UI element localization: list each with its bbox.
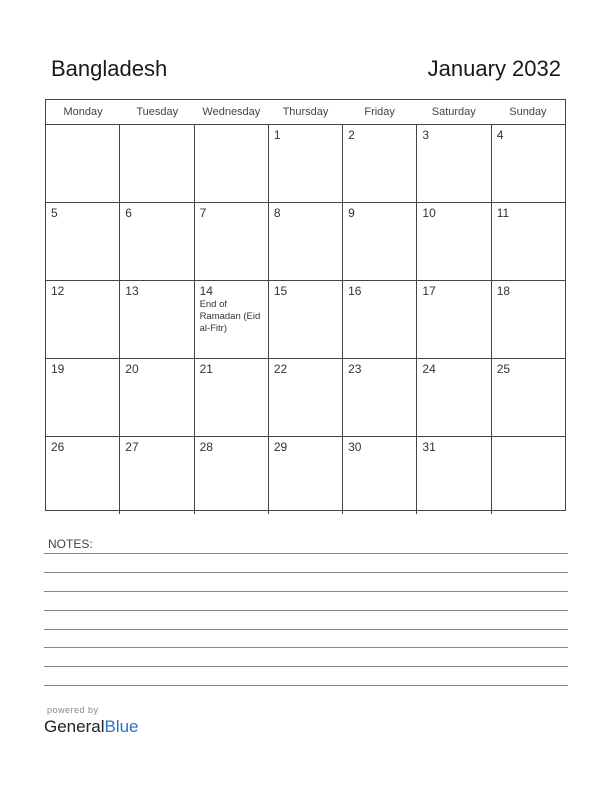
day-number: 29 xyxy=(273,440,288,454)
day-number: 9 xyxy=(348,206,355,220)
day-number: 18 xyxy=(496,284,511,298)
weekday-thursday: Thursday xyxy=(282,106,329,118)
day-number: 6 xyxy=(125,206,132,220)
week-row xyxy=(46,437,565,514)
day-cell xyxy=(46,203,120,280)
day-cell xyxy=(269,437,343,514)
day-number: 31 xyxy=(422,440,436,454)
day-cell xyxy=(343,437,417,514)
weekday-saturday: Saturday xyxy=(431,106,476,118)
day-cell xyxy=(120,437,194,514)
day-number: 5 xyxy=(51,206,58,220)
week-row xyxy=(46,359,565,437)
country-title: Bangladesh xyxy=(51,56,168,81)
day-number: 12 xyxy=(51,284,65,298)
week-row xyxy=(46,125,565,203)
day-number: 20 xyxy=(125,362,139,376)
day-number: 19 xyxy=(51,362,65,376)
day-cell xyxy=(492,203,565,280)
day-number: 30 xyxy=(348,440,362,454)
day-cell xyxy=(195,125,269,202)
day-number: 28 xyxy=(199,440,213,454)
day-number: 7 xyxy=(199,206,207,220)
day-cell xyxy=(343,281,417,358)
day-cell xyxy=(492,437,565,514)
day-number: 1 xyxy=(273,128,281,142)
calendar-grid xyxy=(45,99,566,511)
day-cell xyxy=(46,125,120,202)
day-cell xyxy=(269,125,343,202)
day-cell xyxy=(417,281,491,358)
day-number: 26 xyxy=(51,440,65,454)
weeks-container xyxy=(46,125,565,514)
powered-by-text: powered by xyxy=(47,705,99,715)
day-cell xyxy=(417,359,491,436)
day-number: 11 xyxy=(496,206,510,220)
day-cell xyxy=(120,359,194,436)
logo-blue-text: Blue xyxy=(104,717,139,736)
day-cell xyxy=(417,125,491,202)
day-number: 22 xyxy=(273,362,288,376)
day-cell xyxy=(195,203,269,280)
day-cell xyxy=(195,359,269,436)
day-cell xyxy=(343,359,417,436)
note-line xyxy=(44,610,568,611)
day-number: 15 xyxy=(273,284,288,298)
day-cell xyxy=(417,437,491,514)
month-year-title: January 2032 xyxy=(427,56,561,81)
day-number: 16 xyxy=(348,284,362,298)
day-number: 23 xyxy=(348,362,362,376)
day-cell xyxy=(343,125,417,202)
note-line xyxy=(44,666,568,667)
day-number: 10 xyxy=(422,206,436,220)
day-number: 17 xyxy=(422,284,436,298)
day-cell xyxy=(343,203,417,280)
note-line xyxy=(44,685,568,686)
generalblue-logo xyxy=(44,717,139,737)
holiday-event: End of Ramadan (Eid al-Fitr) xyxy=(199,299,261,334)
day-cell xyxy=(417,203,491,280)
day-cell xyxy=(46,359,120,436)
weekday-tuesday: Tuesday xyxy=(136,106,179,118)
day-number: 2 xyxy=(348,128,355,142)
day-number: 21 xyxy=(199,362,213,376)
note-line xyxy=(44,647,568,648)
day-cell xyxy=(120,281,194,358)
weekday-sunday: Sunday xyxy=(509,106,547,118)
day-cell xyxy=(269,203,343,280)
week-row xyxy=(46,281,565,359)
day-cell xyxy=(269,281,343,358)
note-line xyxy=(44,629,568,630)
note-line xyxy=(44,591,568,592)
day-cell xyxy=(120,203,194,280)
day-number: 25 xyxy=(496,362,511,376)
logo-general-text: General xyxy=(44,717,105,736)
note-line xyxy=(44,572,568,573)
day-cell xyxy=(492,359,565,436)
notes-label: NOTES: xyxy=(48,537,93,551)
day-cell xyxy=(46,281,120,358)
week-row xyxy=(46,203,565,281)
day-cell xyxy=(269,359,343,436)
day-number: 24 xyxy=(422,362,436,376)
day-number: 3 xyxy=(422,128,430,142)
weekday-monday: Monday xyxy=(63,106,103,118)
day-cell xyxy=(46,437,120,514)
day-cell xyxy=(195,437,269,514)
day-number: 27 xyxy=(125,440,139,454)
day-cell xyxy=(492,281,565,358)
day-number: 14 xyxy=(199,284,213,298)
weekday-friday: Friday xyxy=(364,106,395,118)
weekday-wednesday: Wednesday xyxy=(202,106,261,118)
day-cell xyxy=(492,125,565,202)
day-cell xyxy=(195,281,269,358)
day-number: 8 xyxy=(273,206,281,220)
day-cell xyxy=(120,125,194,202)
day-number: 13 xyxy=(125,284,139,298)
day-number: 4 xyxy=(496,128,504,142)
note-line xyxy=(44,553,568,554)
weekday-header-row xyxy=(46,100,565,125)
